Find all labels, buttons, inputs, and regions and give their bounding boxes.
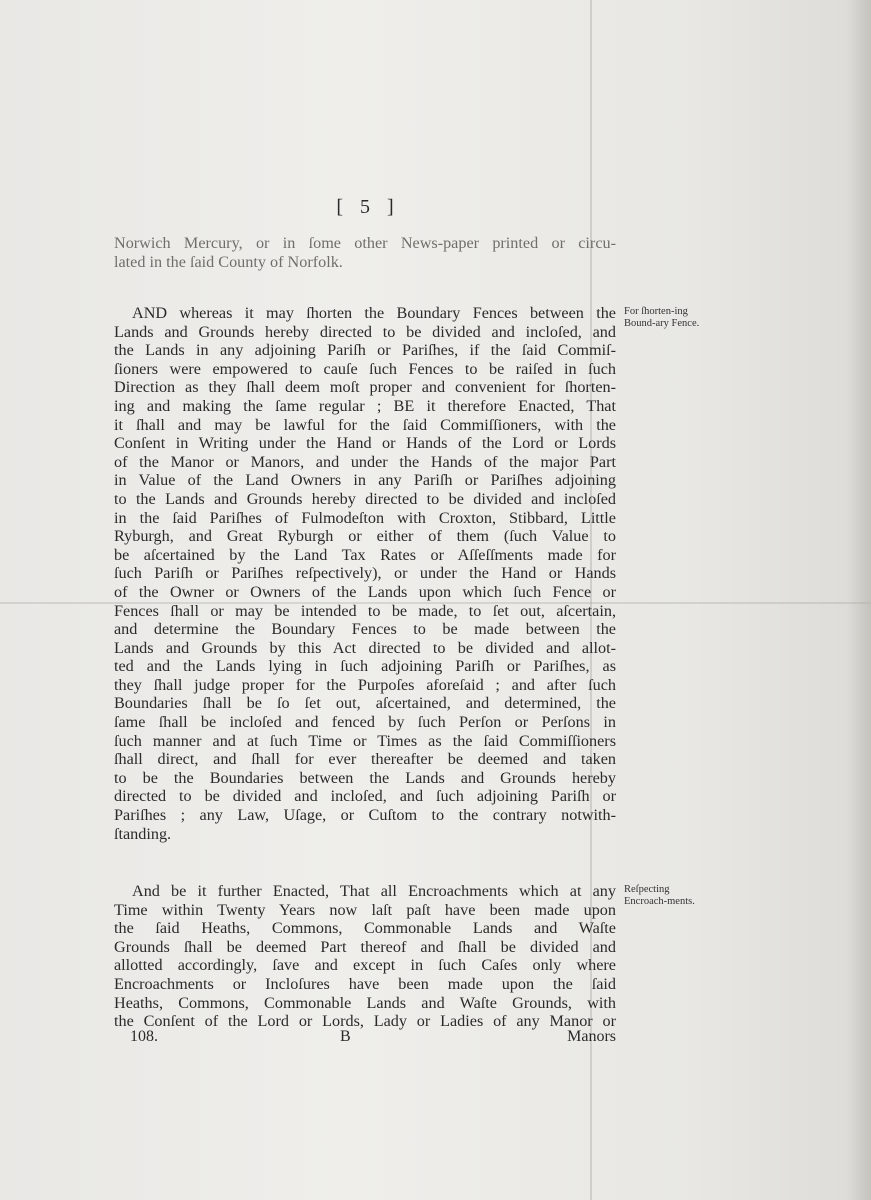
paragraph-line: ſhall direct, and ſhall for ever thereafter be deemed and taken xyxy=(114,750,616,769)
paragraph-line: Time within Twenty Years now laſt paſt have been made upon xyxy=(114,900,616,919)
paragraph-line: ſtanding. xyxy=(114,824,172,843)
paragraph-line: Conſent in Writing under the Hand or Hands of the Lord or Lords xyxy=(114,434,616,453)
signature-mark: B xyxy=(340,1028,351,1045)
paragraph-line: Direction as they ſhall deem moſt proper and convenient for ſhorten- xyxy=(114,378,616,397)
paragraph-line: of the Manor or Manors, and under the Hands of the major Part xyxy=(114,452,616,471)
paragraph-line: ing and making the ſame regular ; BE it therefore Enacted, That xyxy=(114,396,616,415)
paragraph-line: the Lands in any adjoining Pariſh or Pariſhes, if the ſaid Commiſ- xyxy=(114,341,616,360)
paragraph-line: and determine the Boundary Fences to be made between the xyxy=(114,620,616,639)
paragraph-line: in the ſaid Pariſhes of Fulmodeſton with Croxton, Stibbard, Little xyxy=(114,508,616,527)
intro-paragraph xyxy=(114,234,616,271)
paragraph-line: And be it further Enacted, That all Encroachments which at any xyxy=(132,882,616,900)
paragraph-line: ted and the Lands lying in ſuch adjoining Pariſh or Pariſhes, as xyxy=(114,657,616,676)
paragraph-line: they ſhall judge proper for the Purpoſes aforeſaid ; and after ſuch xyxy=(114,675,616,694)
page-edge-shadow xyxy=(847,0,871,1200)
paragraph-line: the Conſent of the Lord or Lords, Lady or Ladies of any Manor or xyxy=(114,1012,616,1031)
paragraph-line: to the Lands and Grounds hereby directed to be divided and incloſed xyxy=(114,489,616,508)
paragraph-line: Pariſhes ; any Law, Uſage, or Cuſtom to the contrary notwith- xyxy=(114,806,616,825)
paragraph-line: Lands and Grounds hereby directed to be divided and incloſed, and xyxy=(114,322,616,341)
encroachments-paragraph xyxy=(114,882,616,1031)
paragraph-line: of the Owner or Owners of the Lands upon which ſuch Fence or xyxy=(114,582,616,601)
intro-line: Norwich Mercury, or in ſome other News-paper printed or circu- xyxy=(114,234,616,252)
paragraph-line: ſuch manner and at ſuch Time or Times as the ſaid Commiſſioners xyxy=(114,731,616,750)
paragraph-line: it ſhall and may be lawful for the ſaid Commiſſioners, with the xyxy=(114,415,616,434)
paragraph-line: ſame ſhall be incloſed and fenced by ſuch Perſon or Perſons in xyxy=(114,713,616,732)
paragraph-line: Grounds ſhall be deemed Part thereof and ſhall be divided and xyxy=(114,937,616,956)
paragraph-line: ſioners were empowered to cauſe ſuch Fences to be raiſed in ſuch xyxy=(114,359,616,378)
paragraph-line: Fences ſhall or may be intended to be made, to ſet out, aſcertain, xyxy=(114,601,616,620)
paragraph-line: to be the Boundaries between the Lands and Grounds hereby xyxy=(114,768,616,787)
paragraph-line: be aſcertained by the Land Tax Rates or Aſſeſſments made for xyxy=(114,545,616,564)
paragraph-line: the ſaid Heaths, Commons, Commonable Lands and Waſte xyxy=(114,919,616,938)
page-number: [ 5 ] xyxy=(336,196,400,218)
paragraph-line: Boundaries ſhall be ſo ſet out, aſcertained, and determined, the xyxy=(114,694,616,713)
paragraph-line: AND whereas it may ſhorten the Boundary Fences between the xyxy=(132,304,616,322)
paragraph-line: Heaths, Commons, Commonable Lands and Waſte Grounds, with xyxy=(114,993,616,1012)
paragraph-line: allotted accordingly, ſave and except in ſuch Caſes only where xyxy=(114,956,616,975)
paragraph-line: Lands and Grounds by this Act directed to be divided and allot- xyxy=(114,638,616,657)
paragraph-line: Ryburgh, and Great Ryburgh or either of them (ſuch Value to xyxy=(114,527,616,546)
paragraph-line: directed to be divided and incloſed, and ſuch adjoining Pariſh or xyxy=(114,787,616,806)
margin-note-boundary-fence: For ſhorten-ing Bound-ary Fence. xyxy=(624,306,700,329)
boundary-fence-paragraph xyxy=(114,304,616,843)
footer-number: 108. xyxy=(130,1028,158,1045)
paragraph-line: in Value of the Land Owners in any Pariſh or Pariſhes adjoining xyxy=(114,471,616,490)
catchword: Manors xyxy=(567,1028,616,1045)
paragraph-line: Encroachments or Incloſures have been made upon the ſaid xyxy=(114,974,616,993)
page-footer xyxy=(130,1028,616,1048)
paragraph-line: ſuch Pariſh or Pariſhes reſpectively), or under the Hand or Hands xyxy=(114,564,616,583)
margin-note-encroachments: Reſpecting Encroach-ments. xyxy=(624,884,695,907)
intro-line: lated in the ſaid County of Norfolk. xyxy=(114,252,343,271)
